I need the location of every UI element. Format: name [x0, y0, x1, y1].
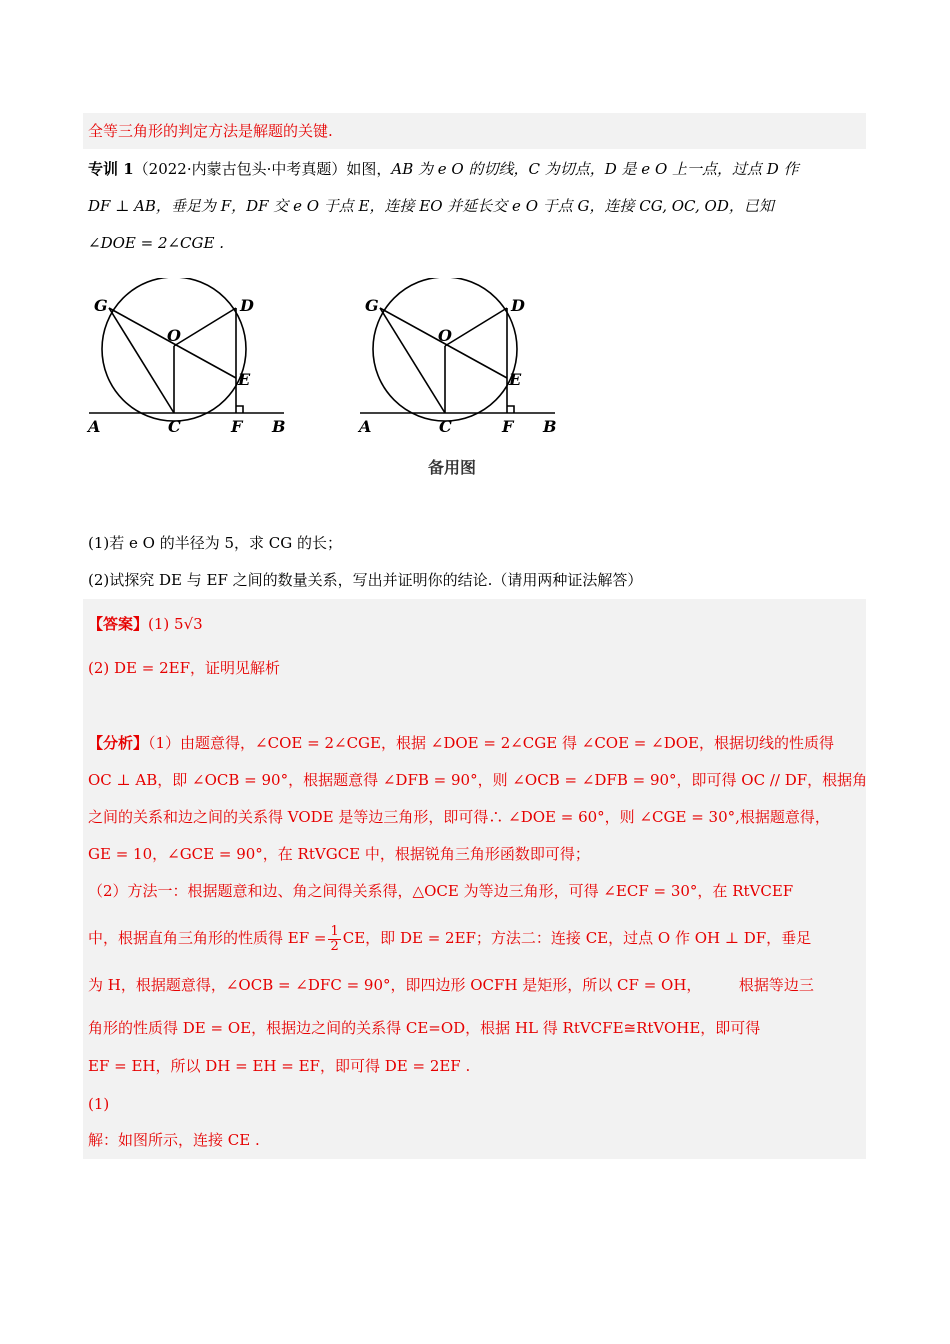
analysis-line-1 [88, 732, 834, 754]
problem-source: （2022·内蒙古包头·中考真题）如图， [133, 160, 392, 178]
backup-label-C: C [439, 417, 452, 436]
label-O: O [167, 326, 181, 345]
analysis-line-6 [88, 920, 811, 956]
backup-label-E: E [509, 370, 522, 389]
problem-line-2: DF ⊥ AB，垂足为 F，DF 交 e O 于点 E，连接 EO 并延长交 e O 于点 G，连接 CG, OC, OD，已知 [88, 197, 774, 215]
analysis-text-6a: 中，根据直角三角形的性质得 EF = [88, 929, 327, 947]
geometry-figure-backup [355, 278, 565, 438]
problem-line-3: ∠DOE = 2∠CGE . [88, 234, 225, 252]
analysis-line-3: 之间的关系和边之间的关系得 VODE 是等边三角形，即可得∴ ∠DOE = 60°，则 ∠CGE = 30°,根据题意得， [88, 808, 830, 826]
answer-line-1 [88, 613, 203, 635]
fraction-numerator: 1 [330, 923, 339, 939]
question-2: (2)试探究 DE 与 EF 之间的数量关系，写出并证明你的结论.（请用两种证法解答） [88, 571, 643, 589]
analysis-line-8: 角形的性质得 DE = OE，根据边之间的关系得 CE=OD，根据 HL 得 RtVCFE≅RtVOHE，即可得 [88, 1019, 761, 1037]
analysis-text-1: （1）由题意得，∠COE = 2∠CGE，根据 ∠DOE = 2∠CGE 得 ∠COE = ∠DOE，根据切线的性质得 [148, 734, 834, 752]
analysis-text-6b: CE，即 DE = 2EF；方法二：连接 CE，过点 O 作 OH ⊥ DF，垂足 [342, 929, 812, 947]
label-F: F [231, 417, 243, 436]
answer-part-2: (2) DE = 2EF，证明见解析 [88, 659, 280, 677]
fraction-denominator: 2 [330, 938, 339, 954]
answer-part-1: (1) 5√3 [148, 615, 203, 633]
backup-label-O: O [438, 326, 452, 345]
figure-caption: 备用图 [428, 458, 477, 477]
analysis-line-4: GE = 10，∠GCE = 90°，在 RtVGCE 中，根据锐角三角形函数即可得； [88, 845, 590, 863]
label-G: G [94, 296, 108, 315]
backup-label-D: D [511, 296, 525, 315]
analysis-line-9: EF = EH，所以 DH = EH = EF，即可得 DE = 2EF . [88, 1057, 471, 1075]
label-A: A [88, 417, 101, 436]
top-note: 全等三角形的判定方法是解题的关键. [88, 122, 333, 140]
analysis-line-5: （2）方法一：根据题意和边、角之间得关系得，△OCE 为等边三角形，可得 ∠ECF = 30°，在 RtVCEF [88, 882, 794, 900]
problem-line-1 [88, 158, 799, 180]
problem-line1-rest: AB 为 e O 的切线，C 为切点，D 是 e O 上一点，过点 D 作 [391, 160, 799, 178]
backup-label-A: A [359, 417, 372, 436]
backup-label-B: B [543, 417, 557, 436]
fraction-one-half [328, 925, 340, 954]
analysis-line-2: OC ⊥ AB，即 ∠OCB = 90°，根据题意得 ∠DFB = 90°，则 ∠OCB = ∠DFB = 90°，即可得 OC // DF，根据角 [88, 771, 868, 789]
label-D: D [240, 296, 254, 315]
problem-label: 专训 1 [88, 160, 134, 178]
backup-label-G: G [365, 296, 379, 315]
label-B: B [272, 417, 286, 436]
label-C: C [168, 417, 181, 436]
geometry-figure-main [84, 278, 294, 438]
analysis-tag: 【分析】 [88, 734, 149, 752]
solution-part: (1) [88, 1095, 110, 1113]
backup-label-F: F [502, 417, 514, 436]
question-1: (1)若 e O 的半径为 5，求 CG 的长； [88, 534, 343, 552]
label-E: E [238, 370, 251, 389]
solution-line-1: 解：如图所示，连接 CE . [88, 1131, 260, 1149]
answer-tag: 【答案】 [88, 615, 149, 633]
analysis-line-7: 为 H，根据题意得，∠OCB = ∠DFC = 90°，即四边形 OCFH 是矩形，所以 CF = OH， 根据等边三 [88, 976, 814, 994]
